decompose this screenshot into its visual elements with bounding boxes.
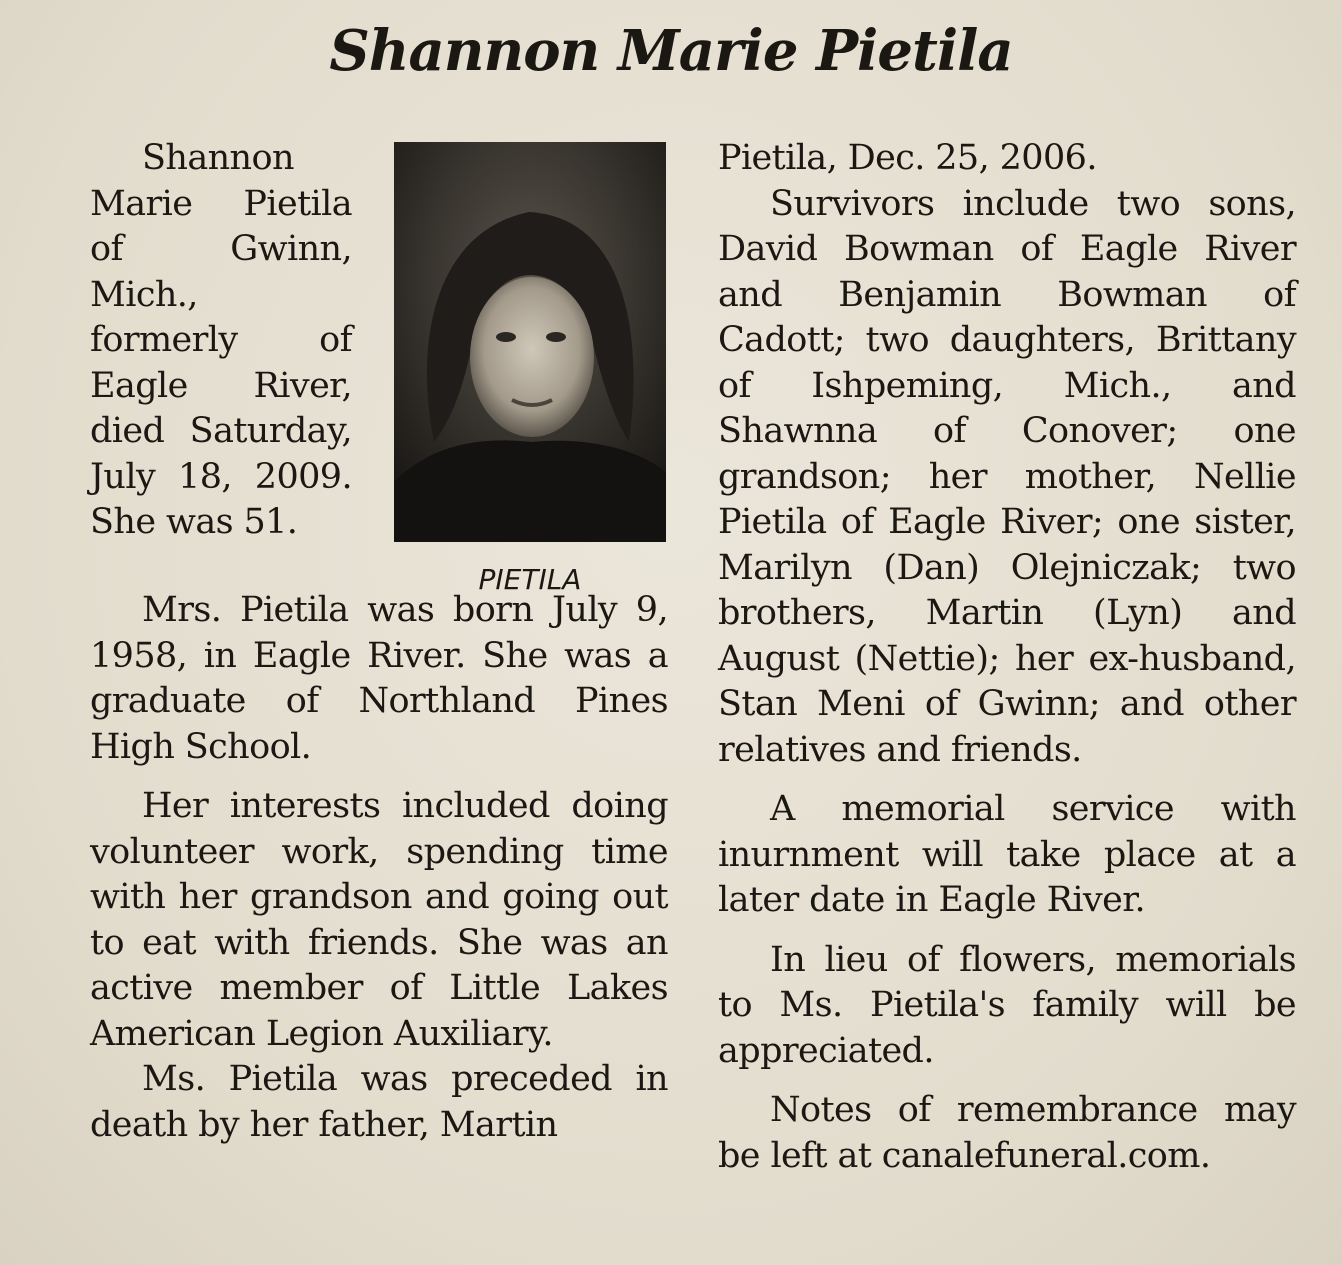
obituary-headline: Shannon Marie Pietila: [329, 18, 1013, 84]
paragraph-preceded: Ms. Pietila was preceded in death by her father, Martin: [90, 1059, 668, 1145]
left-column-top: [90, 136, 352, 546]
paragraph-survivors: Survivors include two sons, David Bowman of Eagle River and Benjamin Bowman of Cadott; two daughters, Brittany of Ishpeming, Mich., and Shawnna of Conover; one grandson; her mother, Nellie Pietila of Eagle River; one sister, Marilyn (Dan) Olejniczak; two brothers, Martin (Lyn) and August (Nettie); her ex-husband, Stan Meni of Gwinn; and other relatives and friends.: [718, 183, 1296, 770]
paragraph-death-notice: Shannon Marie Pietila of Gwinn, Mich., formerly of Eagle River, died Saturday, July 18, 2009. She was 51.: [90, 138, 352, 542]
photo-caption: PIETILA: [478, 563, 582, 596]
paragraph-interests: Her interests included doing volunteer work, spending time with her grandson and going out to eat with friends. She was an active member of Little Lakes American Legion Auxiliary.: [90, 786, 668, 1054]
right-column: [718, 136, 1296, 1179]
paragraph-preceded-continued: Pietila, Dec. 25, 2006.: [718, 138, 1097, 178]
paragraph-remembrance: Notes of remembrance may be left at canalefuneral.com.: [718, 1090, 1296, 1176]
left-column-bottom: [90, 588, 668, 1148]
paragraph-memorial-service: A memorial service with inurnment will take place at a later date in Eagle River.: [718, 789, 1296, 920]
portrait-image: [394, 142, 666, 542]
paragraph-in-lieu: In lieu of flowers, memorials to Ms. Pietila's family will be appreciated.: [718, 939, 1296, 1071]
portrait-photo: [394, 142, 666, 542]
paragraph-birth: Mrs. Pietila was born July 9, 1958, in Eagle River. She was a graduate of Northland Pines High School.: [90, 590, 668, 767]
